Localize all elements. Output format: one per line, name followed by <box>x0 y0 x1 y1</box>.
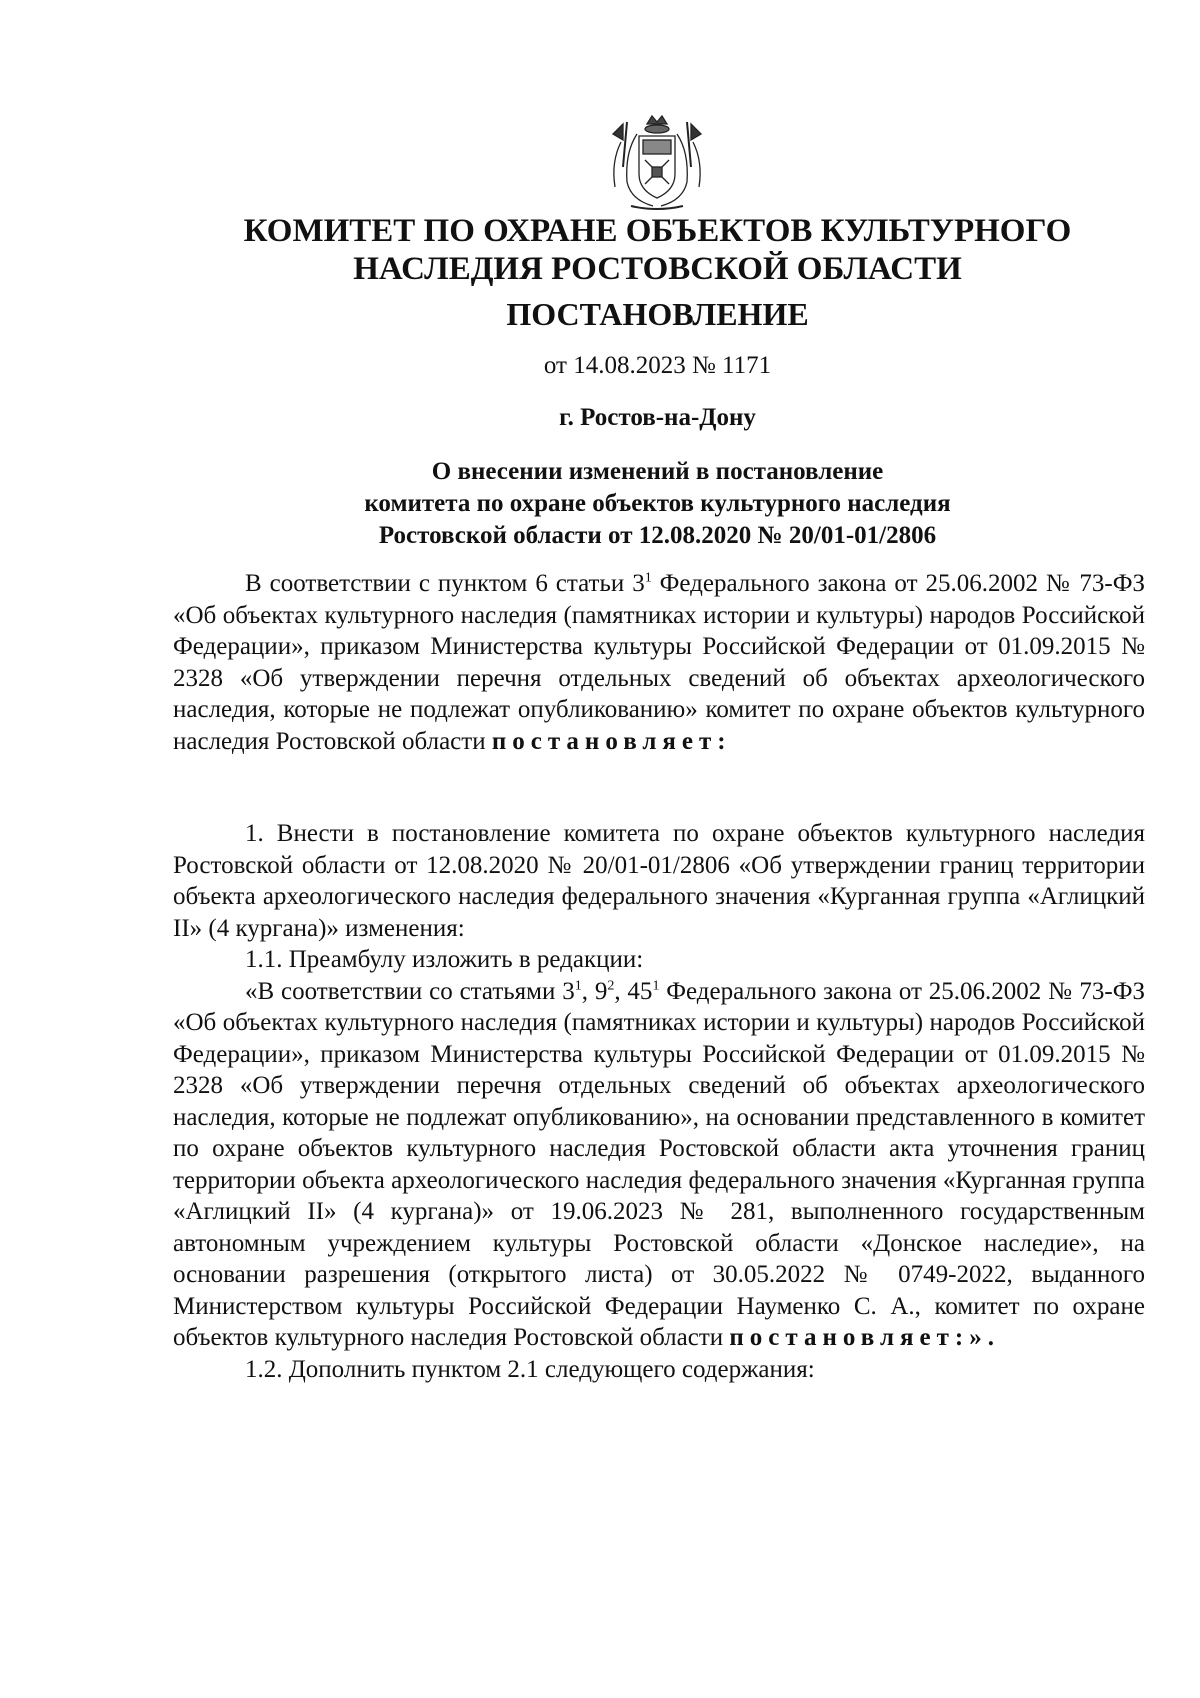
preamble-superscript: 1 <box>644 570 652 586</box>
item-1-1: 1.1. Преамбулу изложить в редакции: <box>245 946 644 973</box>
preamble-paragraph <box>173 568 1145 757</box>
document-subject <box>170 456 1145 552</box>
preamble-decree-word: постановляет: <box>491 727 732 755</box>
quote-text-c: , 45 <box>614 977 653 1005</box>
quote-text-a: «В соответствии со статьями 3 <box>245 977 575 1005</box>
quote-sup-3: 1 <box>652 978 660 994</box>
organization-title-line2: НАСЛЕДИЯ РОСТОВСКОЙ ОБЛАСТИ <box>353 251 962 287</box>
coat-of-arms-emblem <box>597 112 717 212</box>
subject-line3: Ростовской области от 12.08.2020 № 20/01-01/2806 <box>378 522 937 549</box>
document-type: ПОСТАНОВЛЕНИЕ <box>506 296 809 332</box>
document-date-number: от 14.08.2023 № 1171 <box>543 352 772 379</box>
preamble-text-part2: Федерального закона от 25.06.2002 № 73-ФЗ «Об объектах культурного наследия (памятниках истории и культуры) народов Российской Федерации», приказом Министерства культуры Российской Федерации от 01.09.2015 № 2328 «Об утверждении перечня отдельных сведений об объектах археологического наследия, которые не подлежат опубликованию» комитет по охране объектов культурного наследия Ростовской области <box>173 570 1145 755</box>
document-city: г. Ростов-на-Дону <box>559 404 756 431</box>
organization-title <box>170 212 1145 288</box>
preamble-text-part1: В соответствии с пунктом 6 статьи 3 <box>245 570 645 597</box>
quote-text-d: Федерального закона от 25.06.2002 № 73-ФЗ «Об объектах культурного наследия (памятниках истории и культуры) народов Российской Федерации», приказом Министерства культуры Российской Федерации от 01.09.2015 № 2328 «Об утверждении перечня отдельных сведений об объектах археологического наследия, которые не подлежат опубликованию», на основании представленного в комитет по охране объектов культурного наследия Ростовской области акта уточнения границ территории объекта археологического наследия федерального значения «Курганная группа «Аглицкий II» (4 кургана)» от 19.06.2023 № 281, выполненного государственным автономным учреждением культуры Ростовской области «Донское наследие», на основании разрешения (открытого листа) от 30.05.2022 № 0749-2022, выданного Министерством культуры Российской Федерации Науменко С. А., комитет по охране объектов культурного наследия Ростовской области <box>173 977 1146 1351</box>
quote-sup-1: 1 <box>574 978 582 994</box>
item-1-1-quote <box>173 976 1145 1354</box>
quote-sup-2: 2 <box>607 978 615 994</box>
item-1: 1. Внести в постановление комитета по охране объектов культурного наследия Ростовской области от 12.08.2020 № 20/01-01/2806 «Об утверждении границ территории объекта археологического наследия федерального значения «Курганная группа «Аглицкий II» (4 кургана)» изменения: <box>173 820 1145 942</box>
organization-title-line1: КОМИТЕТ ПО ОХРАНЕ ОБЪЕКТОВ КУЛЬТУРНОГО <box>243 213 1072 249</box>
decree-items <box>173 818 1145 1385</box>
item-1-2: 1.2. Дополнить пунктом 2.1 следующего содержания: <box>245 1355 815 1383</box>
subject-line1: О внесении изменений в постановление <box>431 458 884 485</box>
subject-line2: комитета по охране объектов культурного наследия <box>364 490 951 517</box>
quote-text-b: , 9 <box>581 977 608 1005</box>
quote-decree-word: постановляет:». <box>729 1324 1000 1351</box>
